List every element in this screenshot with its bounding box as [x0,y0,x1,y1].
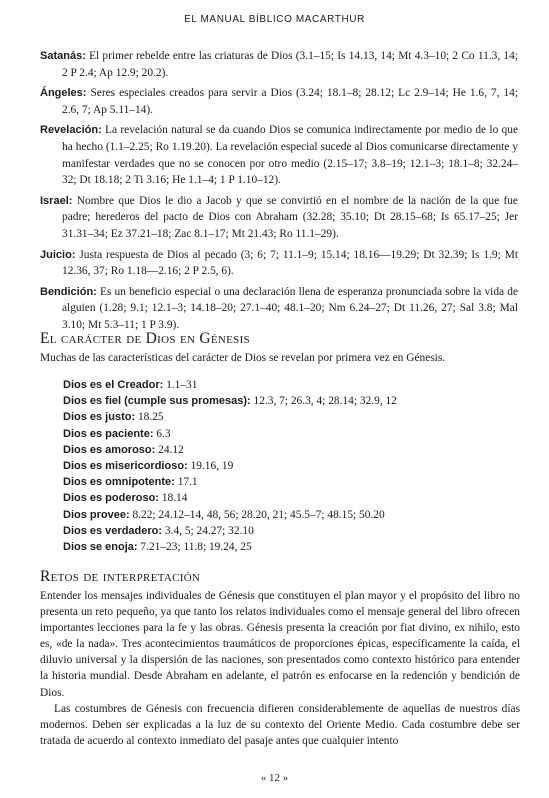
attribute-item [63,442,523,458]
glossary-definition: Justa respuesta de Dios al pecado (3; 6; 7; 11.1–9; 15.14; 18.16—19.29; Dt 32.39; Is 1.9; Mt 12.36, 37; Ro 1.18—2.16; 2 P 2.5, 6). [62,248,518,278]
attribute-item [63,490,523,506]
attribute-item [63,474,523,490]
attribute-item [63,377,523,393]
section-heading-interpretation: Retos de interpretación [40,568,201,585]
glossary-term: Revelación: [40,124,102,137]
body-paragraph: Las costumbres de Génesis con frecuencia difieren considerablemente de aquellas de nuestros días modernos. Deben ser explicadas a la luz de su contexto del Oriente Medio. Cada costumbre debe ser tratada de acuerdo al contexto inmediato del pasaje antes que cualquier intento [40,702,520,747]
glossary-entry [40,247,518,280]
attribute-item [63,523,523,539]
attribute-label: Dios se enoja: [63,541,138,554]
attribute-item [63,409,523,425]
glossary-definition: El primer rebelde entre las criaturas de Dios (3.1–15; Is 14.13, 14; Mt 4.3–10; 2 Co 11.3, 14; 2 P 2.4; Ap 12.9; 20.2). [62,50,518,79]
section-heading-character: El carácter de Dios en Génesis [40,330,250,347]
attribute-label: Dios es misericordioso: [63,460,188,473]
glossary-entry [40,85,518,118]
glossary-definition: La revelación natural se da cuando Dios se comunica indirectamente por medio de lo que ha hecho (1.1–2.25; Ro 1.19.20). La revelación especial sucede al Dios comunicarse directamente y manifestar verdades que no se conocen por otro medio (2.15–17; 3.8–19; 12.1–3; 18.1–8; 32.24–32; Dt 18.18; 2 Ti 3.16; He 1.1–4; 1 P 1.10–12). [62,124,518,187]
glossary-term: Juicio: [40,248,76,261]
glossary-entry [40,48,518,81]
attribute-item [63,393,523,409]
attribute-refs: 18.25 [135,411,164,424]
attribute-refs: 18.14 [158,492,188,505]
body-paragraph: Entender los mensajes individuales de Génesis que constituyen el plan mayor y el propósito del libro no presenta un reto pequeño, ya que tanto los relatos individuales como el mensaje general del libro ofrecen importantes lecciones para la fe y las obras. Génesis presenta la creación por fiat divino, ex nihilo, esto es, «de la nada». Tres acontecimientos traumáticos de proporciones épicas, específicamente la caída, el diluvio universal y la dispersión de las naciones, son presentados como contexto histórico para entender la historia mundial. Desde Abraham en adelante, el patrón es enfocarse en la redención y bendición de Dios. [40,590,520,699]
glossary-definition: Seres especiales creados para servir a Dios (3.24; 18.1–8; 28.12; Lc 2.9–14; He 1.6, 7, 14; 2.6, 7; Ap 5.11–14). [62,87,518,116]
glossary-definition: Es un beneficio especial o una declaración llena de esperanza pronunciada sobre la vida de alguien (1.28; 9.1; 12.1–3; 14.18–20; 27.1–40; 48.1–20; Nm 6.24–27; Dt 11.26, 27; Sal 3.8; Mal 3.10; Mt 5.3–11; 1 P 3.9). [62,285,518,331]
attribute-item [63,426,523,442]
attribute-label: Dios es justo: [63,411,136,424]
attribute-item [63,458,523,474]
attribute-refs: 19.16, 19 [187,460,234,473]
attribute-label: Dios es poderoso: [63,492,159,505]
attribute-label: Dios es fiel (cumple sus promesas): [63,395,251,408]
glossary-term: Ángeles: [40,87,87,100]
attribute-refs: 8.22; 24.12–14, 48, 56; 28.20, 21; 45.5–7; 48.15; 50.20 [129,508,385,521]
attribute-refs: 3.4, 5; 24.27; 32.10 [162,524,254,537]
attribute-refs: 7.21–23; 11.8; 19.24, 25 [137,541,252,554]
page-number: « 12 » [260,772,289,784]
attribute-label: Dios es omnipotente: [63,476,175,489]
glossary-definition: Nombre que Dios le dio a Jacob y que se convirtió en el nombre de la nación de la que fue padre; herederos del pacto de Dios con Abraham (32.28; 35.10; Dt 28.15–68; Is 65.17–25; Jer 31.31–34; Ez 37.21–18; Zac 8.1–17; Mt 21.43; Ro 11.1–29). [62,194,518,240]
attribute-label: Dios es verdadero: [63,524,163,537]
running-head: EL MANUAL BÍBLICO MACARTHUR [184,14,365,25]
glossary-term: Satanás: [40,50,86,62]
attribute-label: Dios es paciente: [63,427,154,440]
glossary-term: Bendición: [40,285,97,298]
attribute-list [63,377,523,555]
glossary-entry [40,122,518,188]
attribute-label: Dios provee: [63,508,130,521]
attribute-item [63,539,523,555]
glossary-entry [40,193,518,243]
attribute-refs: 6.3 [153,427,171,440]
section-intro: Muchas de las características del carácter de Dios se revelan por primera vez en Génesis. [40,352,446,364]
attribute-refs: 24.12 [155,443,184,456]
interpretation-body [40,588,520,749]
attribute-refs: 12.3, 7; 26.3, 4; 28.14; 32.9, 12 [250,395,397,408]
attribute-item [63,507,523,523]
attribute-label: Dios es amoroso: [63,443,156,456]
glossary-entry [40,284,518,334]
glossary-list [40,48,518,338]
attribute-refs: 1.1–31 [163,379,198,391]
attribute-refs: 17.1 [174,476,198,489]
glossary-term: Israel: [40,194,73,207]
attribute-label: Dios es el Creador: [63,379,164,391]
